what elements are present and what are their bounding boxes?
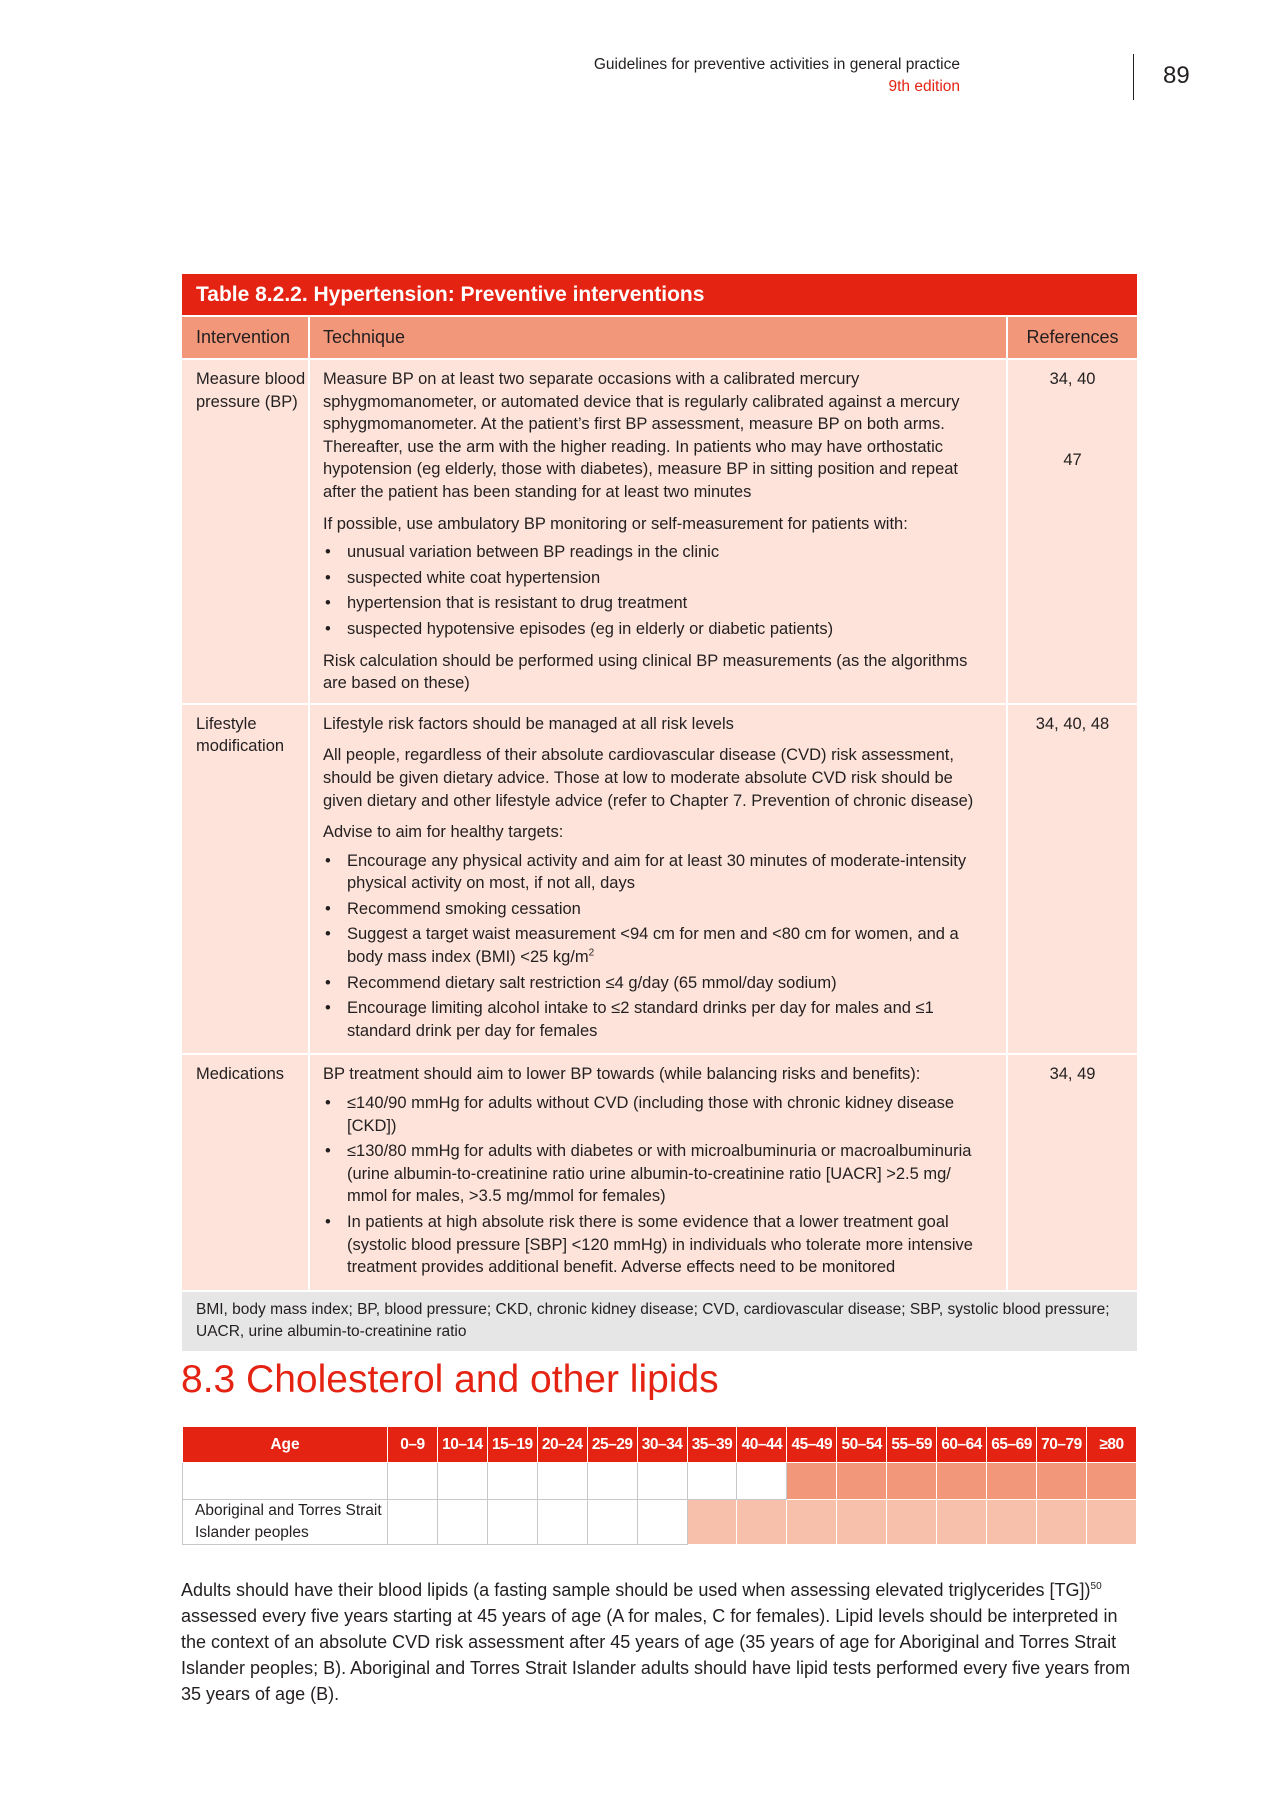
table-header-row (182, 317, 1137, 360)
table-row-medications (182, 1055, 1137, 1291)
list-item: • ≤130/80 mmHg for adults with diabetes or with microalbuminuria or macroalbuminuria (urine albumin-to-creatinine ratio urine albumin-to-creatinine ratio [UACR] >2.5 mg/ mmol for males, >3.5 mg/mmol for females) (323, 1140, 990, 1208)
section-title: 8.3 Cholesterol and other lipids (181, 1358, 719, 1401)
age-band: 50–54 (837, 1427, 887, 1463)
age-cell-recommended (887, 1463, 937, 1500)
age-cell (437, 1500, 487, 1545)
age-band: 40–44 (737, 1427, 787, 1463)
technique-paragraph: Risk calculation should be performed using clinical BP measurements (as the algorithms are based on these) (323, 651, 968, 693)
age-band: 55–59 (887, 1427, 937, 1463)
references-cell (1008, 705, 1137, 1054)
references-cell (1008, 1055, 1137, 1289)
age-cell (537, 1463, 587, 1500)
list-item: • ≤140/90 mmHg for adults without CVD (including those with chronic kidney disease [CKD]) (323, 1092, 990, 1137)
table-row-measure-bp (182, 360, 1137, 705)
age-band: 65–69 (987, 1427, 1037, 1463)
age-cell-recommended (987, 1463, 1037, 1500)
table-title: Table 8.2.2. Hypertension: Preventive interventions (182, 274, 1137, 317)
list-item-text: Suggest a target waist measurement <94 cm for men and <80 cm for women, and a body mass index (BMI) <25 kg/m (347, 925, 959, 967)
age-cell-recommended (987, 1500, 1037, 1545)
age-cell-recommended (787, 1463, 837, 1500)
bullet-list (323, 850, 990, 1043)
technique-paragraph: Lifestyle risk factors should be managed at all risk levels (323, 714, 734, 733)
age-band: 35–39 (687, 1427, 737, 1463)
age-cell-recommended (687, 1500, 737, 1545)
table-row-lifestyle (182, 705, 1137, 1056)
reference-value: 47 (1063, 450, 1082, 469)
list-item: • Recommend smoking cessation (323, 898, 990, 921)
bullet-list (323, 1092, 990, 1279)
row-label-cell (183, 1463, 388, 1500)
age-band: ≥80 (1086, 1427, 1136, 1463)
age-cell-recommended (837, 1500, 887, 1545)
age-cell (637, 1500, 687, 1545)
reference-value: 34, 40 (1049, 370, 1096, 388)
body-paragraph (181, 1577, 1137, 1707)
list-item: • Encourage limiting alcohol intake to ≤2 standard drinks per day for males and ≤1 standard drink per day for females (323, 997, 990, 1042)
age-band: 25–29 (587, 1427, 637, 1463)
age-cell (687, 1463, 737, 1500)
reference-value: 34, 40, 48 (1035, 714, 1110, 733)
list-item (323, 923, 990, 968)
age-cell-recommended (787, 1500, 837, 1545)
superscript: 2 (588, 947, 595, 959)
age-cell (537, 1500, 587, 1545)
age-cell (487, 1463, 537, 1500)
list-item: • In patients at high absolute risk there is some evidence that a lower treatment goal (systolic blood pressure [SBP] <120 mmHg) in individuals who tolerate more intensive treatment provides additional benefit. Adverse effects need to be monitored (323, 1211, 990, 1279)
technique-cell (310, 705, 1008, 1054)
edition-label: 9th edition (888, 78, 960, 95)
list-item: • hypertension that is resistant to drug treatment (323, 592, 990, 615)
age-cell (388, 1463, 438, 1500)
age-cell-recommended (737, 1500, 787, 1545)
age-band: 30–34 (637, 1427, 687, 1463)
age-band: 70–79 (1036, 1427, 1086, 1463)
age-band: 15–19 (487, 1427, 537, 1463)
page-number: 89 (1163, 62, 1190, 89)
technique-paragraph: All people, regardless of their absolute cardiovascular disease (CVD) risk assessment, should be given dietary advice. Those at low to moderate absolute CVD risk should be given dietary and other lifestyle advice (refer to Chapter 7. Prevention of chronic disease) (323, 746, 974, 810)
technique-paragraph: Measure BP on at least two separate occasions with a calibrated mercury sphygmomanometer, or automated device that is regularly calibrated against a mercury sphygmomanometer. At the patient’s first BP assessment, measure BP on both arms. Thereafter, use the arm with the higher reading. In patients who may have orthostatic hypotension (eg elderly, those with diabetes), measure BP in sitting position and repeat after the patient has been standing for at least two minutes (323, 370, 960, 501)
technique-paragraph: BP treatment should aim to lower BP towards (while balancing risks and benefits): (323, 1065, 921, 1084)
list-item: • Encourage any physical activity and aim for at least 30 minutes of moderate-intensity physical activity on most, if not all, days (323, 850, 990, 895)
age-header: Age (183, 1427, 388, 1463)
reference-value: 34, 49 (1049, 1065, 1096, 1084)
list-item: • unusual variation between BP readings in the clinic (323, 541, 990, 564)
column-header-references: References (1026, 327, 1119, 347)
age-cell-recommended (887, 1500, 937, 1545)
paragraph-text: Adults should have their blood lipids (a fasting sample should be used when assessing elevated triglycerides [TG]) (181, 1580, 1091, 1600)
general-population-row (183, 1463, 1137, 1500)
age-cell (637, 1463, 687, 1500)
age-cell-recommended (1036, 1463, 1086, 1500)
list-item: • suspected hypotensive episodes (eg in elderly or diabetic patients) (323, 618, 990, 641)
citation-superscript: 50 (1090, 1581, 1102, 1592)
row-label-cell: Aboriginal and Torres Strait Islander peoples (183, 1500, 388, 1545)
age-cell (587, 1463, 637, 1500)
technique-paragraph: Advise to aim for healthy targets: (323, 823, 564, 842)
intervention-cell: Lifestyle modification (182, 705, 310, 1054)
age-band: 20–24 (537, 1427, 587, 1463)
age-header-row (183, 1427, 1137, 1463)
paragraph-text: assessed every five years starting at 45 years of age (A for males, C for females). Lipid levels should be interpreted in the context of an absolute CVD risk assessment after 45 years of age (35 years of age for Aboriginal and Torres Strait Islander peoples; B). Aboriginal and Torres Strait Islander adults should have lipid tests performed every five years from 35 years of age (B). (181, 1606, 1131, 1704)
age-band: 60–64 (937, 1427, 987, 1463)
age-cell (737, 1463, 787, 1500)
document-title: Guidelines for preventive activities in general practice (593, 56, 960, 73)
age-cell-recommended (1036, 1500, 1086, 1545)
age-cell (487, 1500, 537, 1545)
technique-cell (310, 1055, 1008, 1289)
technique-cell (310, 360, 1008, 703)
list-item: • Recommend dietary salt restriction ≤4 g/day (65 mmol/day sodium) (323, 972, 990, 995)
age-band: 0–9 (388, 1427, 438, 1463)
hypertension-table (182, 274, 1137, 1351)
bullet-list (323, 541, 990, 640)
column-header-intervention: Intervention (182, 317, 310, 358)
age-cell (388, 1500, 438, 1545)
list-item: • suspected white coat hypertension (323, 567, 990, 590)
table-footnote: BMI, body mass index; BP, blood pressure; CKD, chronic kidney disease; CVD, cardiovascular disease; SBP, systolic blood pressure; UACR, urine albumin-to-creatinine ratio (182, 1292, 1137, 1351)
age-table (182, 1426, 1137, 1545)
age-cell (437, 1463, 487, 1500)
age-cell-recommended (1086, 1463, 1136, 1500)
column-header-technique: Technique (310, 317, 1008, 358)
age-band: 10–14 (437, 1427, 487, 1463)
intervention-cell: Medications (182, 1055, 310, 1289)
age-cell-recommended (937, 1500, 987, 1545)
technique-paragraph: If possible, use ambulatory BP monitoring or self-measurement for patients with: (323, 514, 908, 533)
age-band: 45–49 (787, 1427, 837, 1463)
age-cell-recommended (837, 1463, 887, 1500)
age-cell-recommended (937, 1463, 987, 1500)
age-cell (587, 1500, 637, 1545)
references-cell (1008, 360, 1137, 703)
running-header (594, 54, 960, 98)
header-divider (1133, 54, 1134, 100)
aboriginal-row (183, 1500, 1137, 1545)
age-cell-recommended (1086, 1500, 1136, 1545)
intervention-cell: Measure blood pressure (BP) (182, 360, 310, 703)
